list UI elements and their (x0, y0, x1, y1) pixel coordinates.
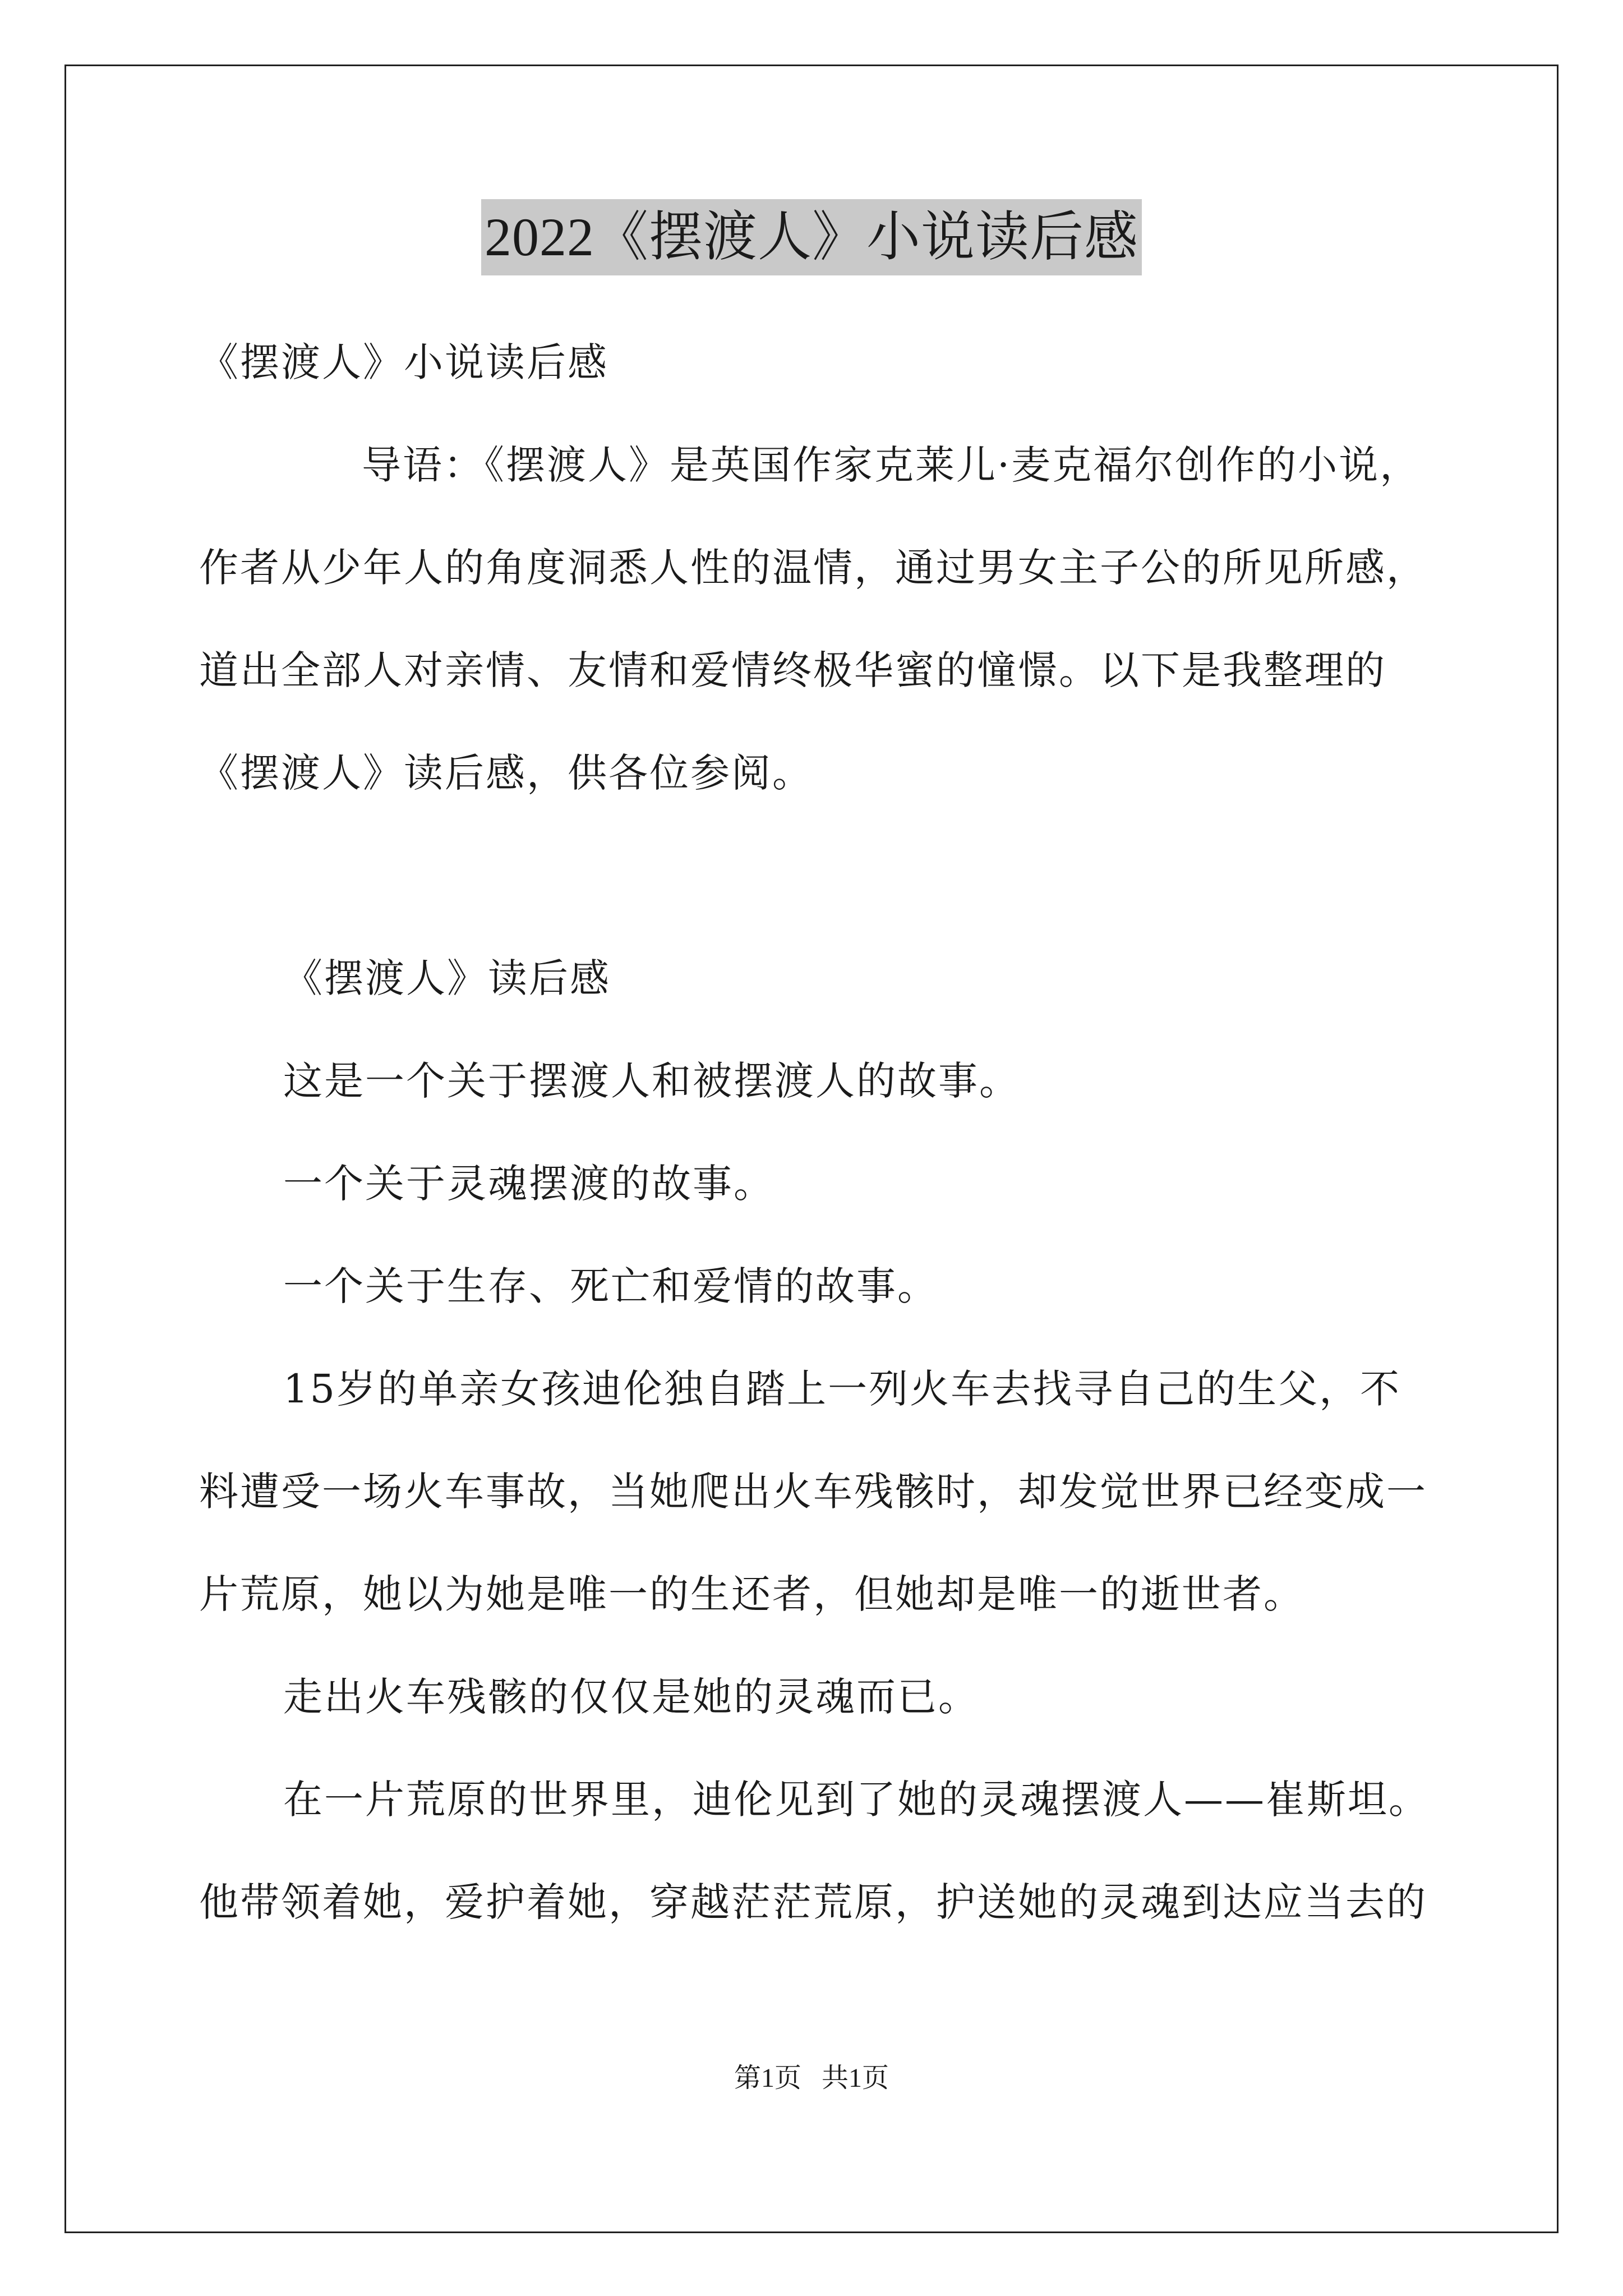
body-paragraph: 在一片荒原的世界里，迪伦见到了她的灵魂摆渡人——崔斯坦。他带领着她，爱护着她，穿越茫茫荒原，护送她的灵魂到达应当去的 (199, 1777, 1430, 1925)
body-paragraph: 一个关于灵魂摆渡的故事。 (283, 1161, 774, 1207)
body-paragraph: 走出火车残骸的仅仅是她的灵魂而已。 (283, 1674, 979, 1720)
body-paragraph: 这是一个关于摆渡人和被摆渡人的故事。 (283, 1058, 1020, 1104)
document-title: 2022《摆渡人》小说读后感 (481, 199, 1142, 275)
intro-paragraph: 导语：《摆渡人》是英国作家克莱儿·麦克福尔创作的小说，作者从少年人的角度洞悉人性的温情，通过男女主子公的所见所感，道出全部人对亲情、友情和爱情终极华蜜的憧憬。以下是我整理的《摆渡人》读后感，供各位参阅。 (199, 442, 1427, 796)
body-paragraph: 一个关于生存、死亡和爱情的故事。 (283, 1263, 938, 1309)
body-paragraph: 15岁的单亲女孩迪伦独自踏上一列火车去找寻自己的生父，不料遭受一场火车事故，当她爬出火车残骸时，却发觉世界已经变成一片荒原，她以为她是唯一的生还者，但她却是唯一的逝世者。 (199, 1366, 1427, 1617)
title-container (0, 199, 1623, 275)
document-body (199, 311, 1438, 1954)
subtitle: 《摆渡人》小说读后感 (199, 339, 608, 385)
section-heading: 《摆渡人》读后感 (283, 955, 611, 1001)
page-footer: 第1页 共1页 (734, 2063, 889, 2093)
paragraph-spacer (199, 825, 1438, 927)
